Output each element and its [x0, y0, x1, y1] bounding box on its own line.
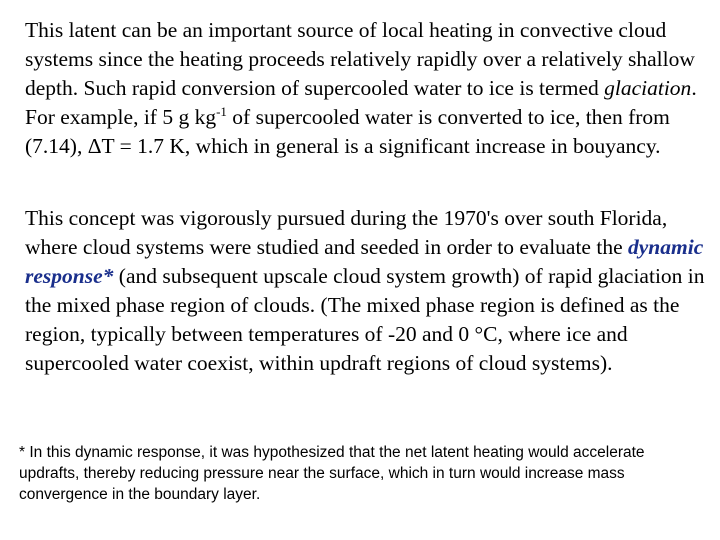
term-dynamic-response: dynamic response* [25, 235, 704, 288]
paragraph-florida-concept [25, 204, 705, 378]
paragraph-text: This latent can be an important source of local heating in convective cloud systems since the heating proceeds relatively rapidly over a relatively shallow depth. Such rapid conversion of supercooled water to ice is termed [25, 18, 695, 100]
paragraph-text: . For example, if 5 g kg [25, 76, 697, 129]
paragraph-text: (and subsequent upscale cloud system growth) of rapid glaciation in the mixed phase region of clouds. (The mixed phase region is defined as the region, typically between temperatures of -20 and 0 °C, where ice and supercooled water coexist, within updraft regions of cloud systems). [25, 264, 705, 375]
paragraph-text: of supercooled water is converted to ice, then from (7.14), ΔT = 1.7 K, which in general is a significant increase in bouyancy. [25, 105, 670, 158]
paragraph-text: This concept was vigorously pursued during the 1970's over south Florida, where cloud systems were studied and seeded in order to evaluate the [25, 206, 668, 259]
footnote: * In this dynamic response, it was hypothesized that the net latent heating would accelerate updrafts, thereby reducing pressure near the surface, which in turn would increase mass convergence in the boundary layer. [19, 444, 645, 503]
paragraph-glaciation [25, 16, 705, 161]
term-glaciation: glaciation [604, 76, 692, 100]
exponent: -1 [216, 104, 227, 119]
